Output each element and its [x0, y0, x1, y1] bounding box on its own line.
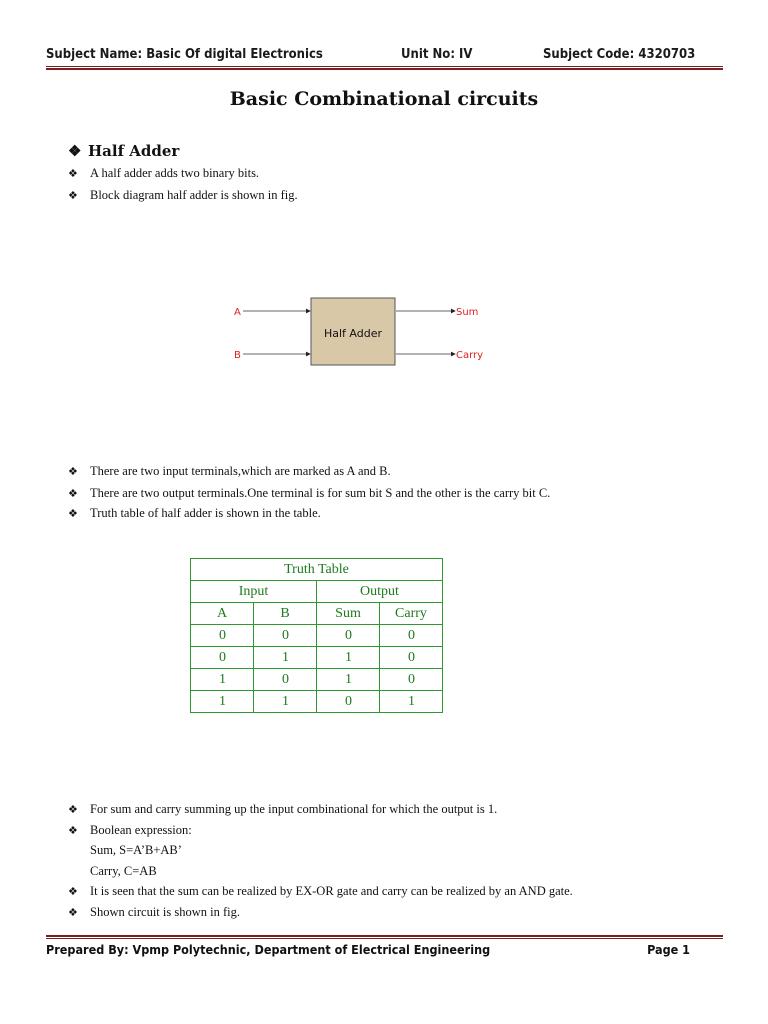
block-label: Half Adder	[323, 327, 383, 340]
bullet-text: Block diagram half adder is shown in fig.	[90, 188, 298, 202]
diamond-bullet-icon: ❖	[68, 508, 78, 520]
group-output: Output	[317, 581, 443, 603]
table-cell: 1	[254, 647, 317, 669]
diamond-bullet-icon: ❖	[68, 190, 78, 202]
table-cell: 0	[380, 647, 443, 669]
bullet-item	[68, 486, 550, 501]
bullet-item	[68, 166, 259, 181]
table-cell: 0	[317, 625, 380, 647]
column-header: A	[191, 603, 254, 625]
table-title-row	[191, 559, 443, 581]
table-cell: 1	[380, 691, 443, 713]
section-heading-text: Half Adder	[88, 142, 180, 160]
header-rule-thin	[46, 66, 723, 67]
page-footer	[46, 942, 722, 962]
table-cell: 0	[254, 625, 317, 647]
footer-rule-thick	[46, 935, 723, 937]
diamond-bullet-icon: ❖	[68, 466, 78, 478]
truth-table	[190, 558, 443, 713]
table-row	[191, 625, 443, 647]
column-header: Carry	[380, 603, 443, 625]
subject-code: Subject Code: 4320703	[543, 47, 696, 62]
table-group-row	[191, 581, 443, 603]
bullet-item	[68, 884, 573, 899]
diamond-bullet-icon: ❖	[68, 907, 78, 919]
diamond-bullet-icon: ❖	[68, 886, 78, 898]
table-row	[191, 647, 443, 669]
bullet-text: Truth table of half adder is shown in the table.	[90, 506, 321, 520]
bullet-item	[68, 506, 321, 521]
unit-no: Unit No: IV	[401, 47, 473, 62]
bullet-text: It is seen that the sum can be realized by EX-OR gate and carry can be realized by an AND gate.	[90, 884, 573, 898]
bullet-item	[68, 464, 391, 479]
table-cell: 0	[254, 669, 317, 691]
table-cell: 0	[380, 625, 443, 647]
bullet-text: Boolean expression:	[90, 823, 192, 837]
table-cell: 0	[191, 647, 254, 669]
bullet-item	[68, 188, 298, 203]
diamond-bullet-icon: ❖	[68, 168, 78, 180]
column-header: B	[254, 603, 317, 625]
diamond-bullet-icon: ❖	[68, 488, 78, 500]
column-header: Sum	[317, 603, 380, 625]
table-title: Truth Table	[191, 559, 443, 581]
prepared-by: Prepared By: Vpmp Polytechnic, Department of Electrical Engineering	[46, 942, 491, 957]
page-title: Basic Combinational circuits	[229, 88, 539, 110]
section-heading	[68, 142, 179, 160]
table-cell: 0	[191, 625, 254, 647]
table-cell: 1	[254, 691, 317, 713]
table-cell: 0	[317, 691, 380, 713]
input-a-label: A	[234, 307, 241, 318]
page-number: Page 1	[647, 942, 690, 957]
carry-expression: Carry, C=AB	[90, 864, 157, 878]
output-carry-label: Carry	[456, 350, 484, 361]
table-cell: 1	[191, 691, 254, 713]
table-cell: 1	[317, 647, 380, 669]
sum-expression: Sum, S=A’B+AB’	[90, 843, 182, 857]
bullet-item	[68, 802, 497, 817]
half-adder-block-diagram	[225, 290, 495, 370]
table-row	[191, 669, 443, 691]
page-header	[46, 47, 722, 67]
bullet-text: There are two output terminals.One terminal is for sum bit S and the other is the carry bit C.	[90, 486, 551, 500]
bullet-text: Shown circuit is shown in fig.	[90, 905, 240, 919]
input-b-label: B	[234, 350, 241, 361]
output-sum-label: Sum	[456, 307, 479, 318]
diamond-bullet-icon: ❖	[68, 804, 78, 816]
header-rule-thick	[46, 68, 723, 70]
bullet-text: There are two input terminals,which are marked as A and B.	[90, 464, 391, 478]
group-input: Input	[191, 581, 317, 603]
table-cell: 1	[191, 669, 254, 691]
bullet-item	[68, 823, 192, 838]
footer-rule-thin	[46, 938, 723, 939]
diamond-bullet-icon: ❖	[68, 825, 78, 837]
table-cell: 0	[380, 669, 443, 691]
subject-name: Subject Name: Basic Of digital Electronics	[46, 47, 323, 62]
diamond-bullet-icon: ❖	[68, 142, 82, 160]
table-row	[191, 691, 443, 713]
table-cell: 1	[317, 669, 380, 691]
bullet-text: A half adder adds two binary bits.	[90, 166, 260, 180]
bullet-text: For sum and carry summing up the input combinational for which the output is 1.	[90, 802, 498, 816]
bullet-item	[68, 905, 240, 920]
table-header-row	[191, 603, 443, 625]
